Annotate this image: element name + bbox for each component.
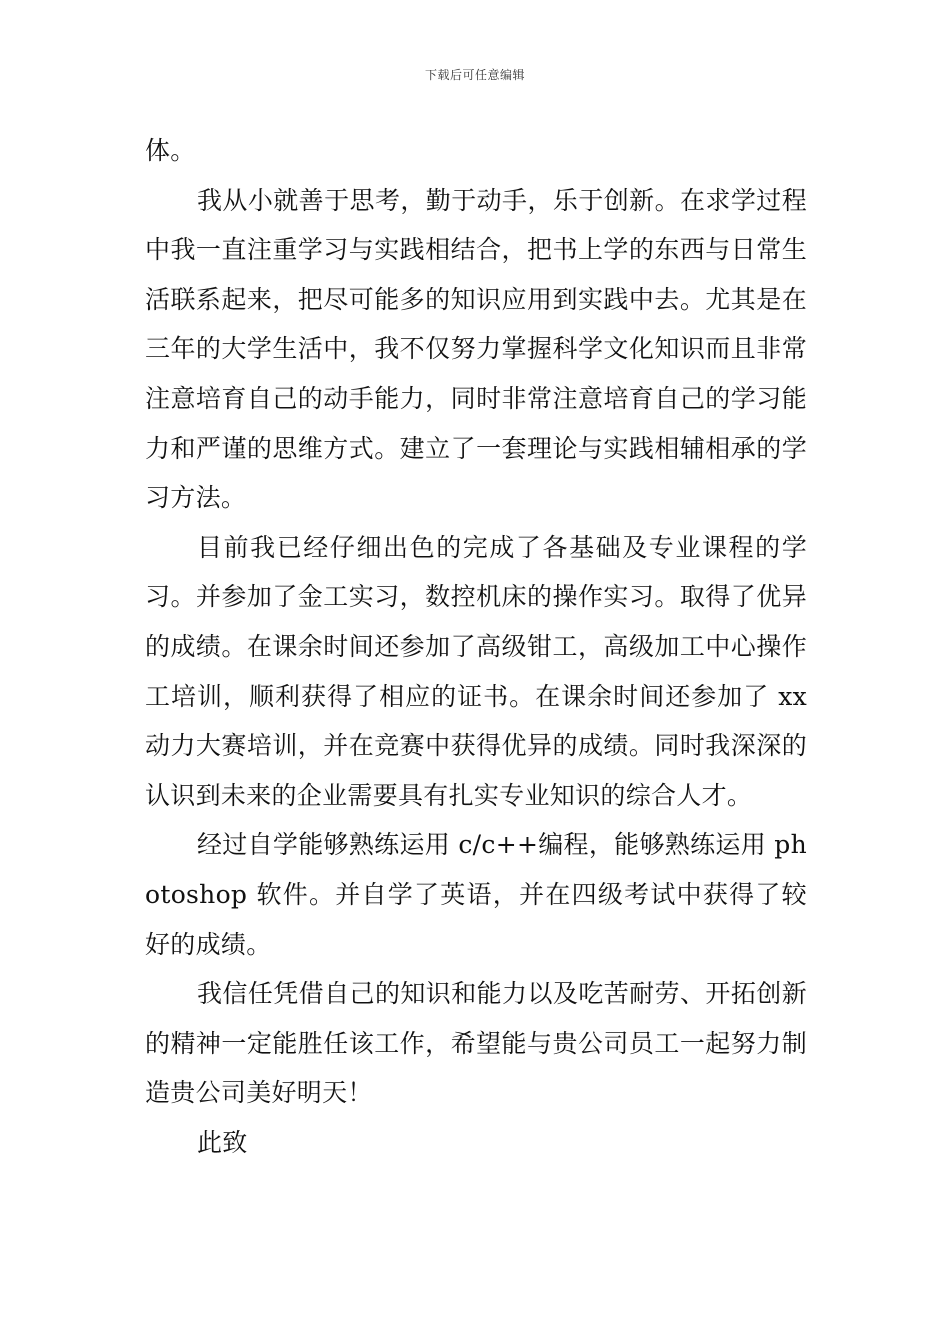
document-body <box>145 126 807 1167</box>
paragraph-self-introduction: 我从小就善于思考，勤于动手，乐于创新。在求学过程中我一直注重学习与实践相结合，把书上学的东西与日常生活联系起来，把尽可能多的知识应用到实践中去。尤其是在三年的大学生活中，我不仅努力掌握科学文化知识而且非常注意培育自己的动手能力，同时非常注意培育自己的学习能力和严谨的思维方式。建立了一套理论与实践相辅相承的学习方法。 <box>145 185 807 513</box>
salutation: 此致 <box>197 1127 248 1157</box>
paragraph-continuation: 体。 <box>145 136 196 165</box>
header-note: 下载后可任意编辑 <box>424 68 525 82</box>
paragraph-coursework: 目前我已经仔细出色的完成了各基础及专业课程的学习。并参加了金工实习，数控机床的操作实习。取得了优异的成绩。在课余时间还参加了高级钳工，高级加工中心操作工培训，顺利获得了相应的证书。在课余时间还参加了 xx 动力大赛培训，并在竞赛中获得优异的成绩。同时我深深的认识到未来的企业需要具有扎实专业知识的综合人才。 <box>145 532 807 810</box>
paragraph-skills: 经过自学能够熟练运用 c/c++编程，能够熟练运用 photoshop 软件。并自学了英语，并在四级考试中获得了较好的成绩。 <box>145 830 807 959</box>
paragraph-closing: 我信任凭借自己的知识和能力以及吃苦耐劳、开拓创新的精神一定能胜任该工作，希望能与贵公司员工一起努力制造贵公司美好明天！ <box>145 979 807 1108</box>
